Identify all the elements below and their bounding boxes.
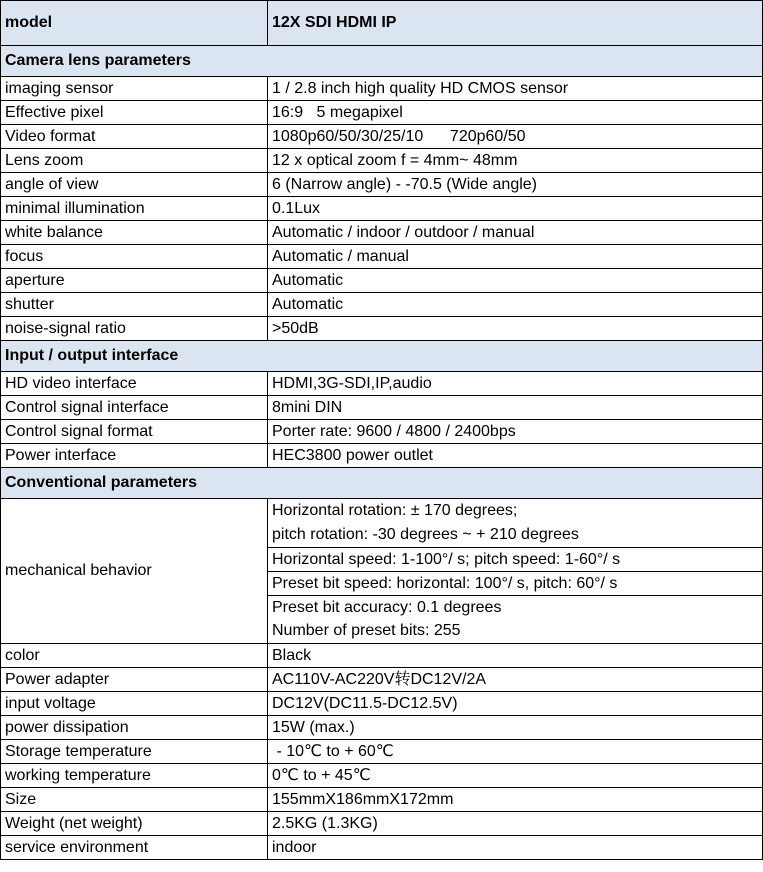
table-row (1, 293, 763, 317)
row-label: imaging sensor (1, 77, 268, 101)
row-label: Control signal format (1, 420, 268, 444)
row-value: 0℃ to + 45℃ (268, 764, 763, 788)
row-value: 155mmX186mmX172mm (268, 788, 763, 812)
row-label: Video format (1, 125, 268, 149)
row-label: aperture (1, 269, 268, 293)
table-row (1, 444, 763, 468)
row-value: HDMI,3G-SDI,IP,audio (268, 372, 763, 396)
row-label: color (1, 644, 268, 668)
table-row (1, 149, 763, 173)
table-row (1, 716, 763, 740)
row-value: Porter rate: 9600 / 4800 / 2400bps (268, 420, 763, 444)
row-value: Automatic (268, 269, 763, 293)
row-label: Power adapter (1, 668, 268, 692)
table-row (1, 197, 763, 221)
table-row (1, 101, 763, 125)
mech-line: Horizontal rotation: ± 170 degrees; (272, 502, 518, 519)
row-value: Number of preset bits: 255 (268, 619, 763, 644)
row-value: Preset bit accuracy: 0.1 degrees (268, 596, 763, 620)
section-lens (1, 46, 763, 77)
row-value: Black (268, 644, 763, 668)
row-label: mechanical behavior (1, 499, 268, 644)
section-title: Conventional parameters (1, 468, 763, 499)
row-value: 1080p60/50/30/25/10 720p60/50 (268, 125, 763, 149)
header-row (1, 1, 763, 46)
row-label: Effective pixel (1, 101, 268, 125)
section-io (1, 341, 763, 372)
row-label: power dissipation (1, 716, 268, 740)
row-value: - 10℃ to + 60℃ (268, 740, 763, 764)
row-value: Automatic (268, 293, 763, 317)
row-value: >50dB (268, 317, 763, 341)
section-title: Camera lens parameters (1, 46, 763, 77)
table-row (1, 420, 763, 444)
row-label: Lens zoom (1, 149, 268, 173)
row-value: 6 (Narrow angle) - -70.5 (Wide angle) (268, 173, 763, 197)
row-label: input voltage (1, 692, 268, 716)
row-value: Automatic / manual (268, 245, 763, 269)
row-value: 15W (max.) (268, 716, 763, 740)
row-label: Power interface (1, 444, 268, 468)
row-label: angle of view (1, 173, 268, 197)
row-label: Weight (net weight) (1, 812, 268, 836)
row-value (268, 499, 763, 548)
row-label: focus (1, 245, 268, 269)
table-row (1, 372, 763, 396)
table-row (1, 245, 763, 269)
row-label: HD video interface (1, 372, 268, 396)
mechanical-row (1, 499, 763, 548)
row-value: 16:9 5 megapixel (268, 101, 763, 125)
table-row (1, 764, 763, 788)
table-row (1, 396, 763, 420)
row-value: HEC3800 power outlet (268, 444, 763, 468)
row-value: 8mini DIN (268, 396, 763, 420)
row-value: Horizontal speed: 1-100°/ s; pitch speed: 1-60°/ s (268, 548, 763, 572)
row-label: shutter (1, 293, 268, 317)
row-label: Control signal interface (1, 396, 268, 420)
table-row (1, 740, 763, 764)
table-row (1, 173, 763, 197)
mech-line: pitch rotation: -30 degrees ~ + 210 degrees (272, 526, 579, 543)
row-value: 2.5KG (1.3KG) (268, 812, 763, 836)
row-value: Automatic / indoor / outdoor / manual (268, 221, 763, 245)
table-row (1, 812, 763, 836)
row-value: 12 x optical zoom f = 4mm~ 48mm (268, 149, 763, 173)
table-row (1, 125, 763, 149)
table-row (1, 836, 763, 860)
section-title: Input / output interface (1, 341, 763, 372)
row-label: Size (1, 788, 268, 812)
table-row (1, 77, 763, 101)
table-row (1, 692, 763, 716)
table-row (1, 221, 763, 245)
row-label: Storage temperature (1, 740, 268, 764)
header-value: 12X SDI HDMI IP (268, 1, 763, 46)
row-label: minimal illumination (1, 197, 268, 221)
row-value: 0.1Lux (268, 197, 763, 221)
row-value: Preset bit speed: horizontal: 100°/ s, pitch: 60°/ s (268, 572, 763, 596)
table-row (1, 668, 763, 692)
row-label: service environment (1, 836, 268, 860)
header-label: model (1, 1, 268, 46)
row-value: indoor (268, 836, 763, 860)
row-label: working temperature (1, 764, 268, 788)
row-value: 1 / 2.8 inch high quality HD CMOS sensor (268, 77, 763, 101)
row-value: AC110V-AC220V转DC12V/2A (268, 668, 763, 692)
row-label: noise-signal ratio (1, 317, 268, 341)
row-value: DC12V(DC11.5-DC12.5V) (268, 692, 763, 716)
table-row (1, 788, 763, 812)
table-row (1, 269, 763, 293)
table-row (1, 644, 763, 668)
row-label: white balance (1, 221, 268, 245)
section-conventional (1, 468, 763, 499)
table-row (1, 317, 763, 341)
